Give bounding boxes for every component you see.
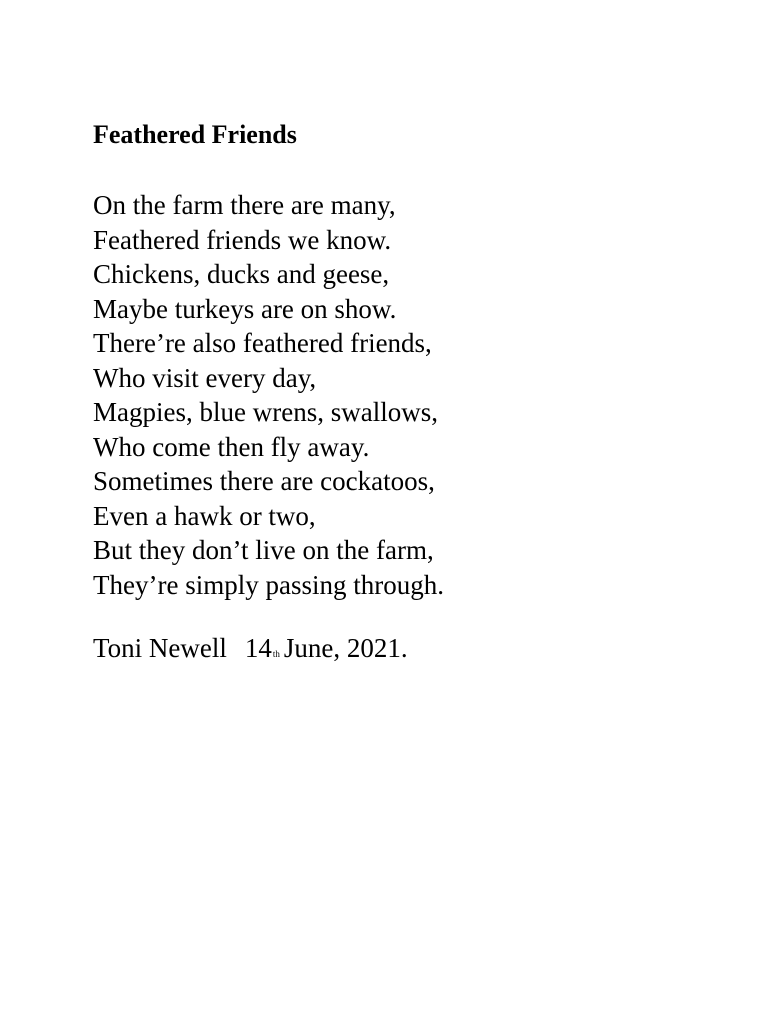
poem-line: Maybe turkeys are on show. [93, 293, 397, 324]
poem-line: Who come then fly away. [93, 431, 370, 462]
poem-line: On the farm there are many, [93, 190, 396, 220]
poem-line: Even a hawk or two, [93, 500, 316, 531]
poem-line: Sometimes there are cockatoos, [93, 466, 435, 496]
poem-line: Chickens, ducks and geese, [93, 259, 390, 289]
poem-line: Who visit every day, [93, 362, 317, 393]
poem-line: There’re also feathered friends, [93, 328, 432, 358]
poem-line: They’re simply passing through. [93, 569, 444, 600]
poem-line: But they don’t live on the farm, [93, 535, 434, 565]
poem-title: Feathered Friends [93, 120, 297, 149]
poem-signature [93, 631, 408, 665]
poem-line: Feathered friends we know. [93, 224, 392, 255]
date-day: 14 [244, 633, 272, 663]
poem-line: Magpies, blue wrens, swallows, [93, 397, 438, 427]
date-month-year: June, 2021. [283, 633, 408, 663]
date-day-suffix: th [272, 649, 280, 659]
author-name: Toni Newell [93, 633, 227, 663]
poem-body [93, 188, 444, 602]
